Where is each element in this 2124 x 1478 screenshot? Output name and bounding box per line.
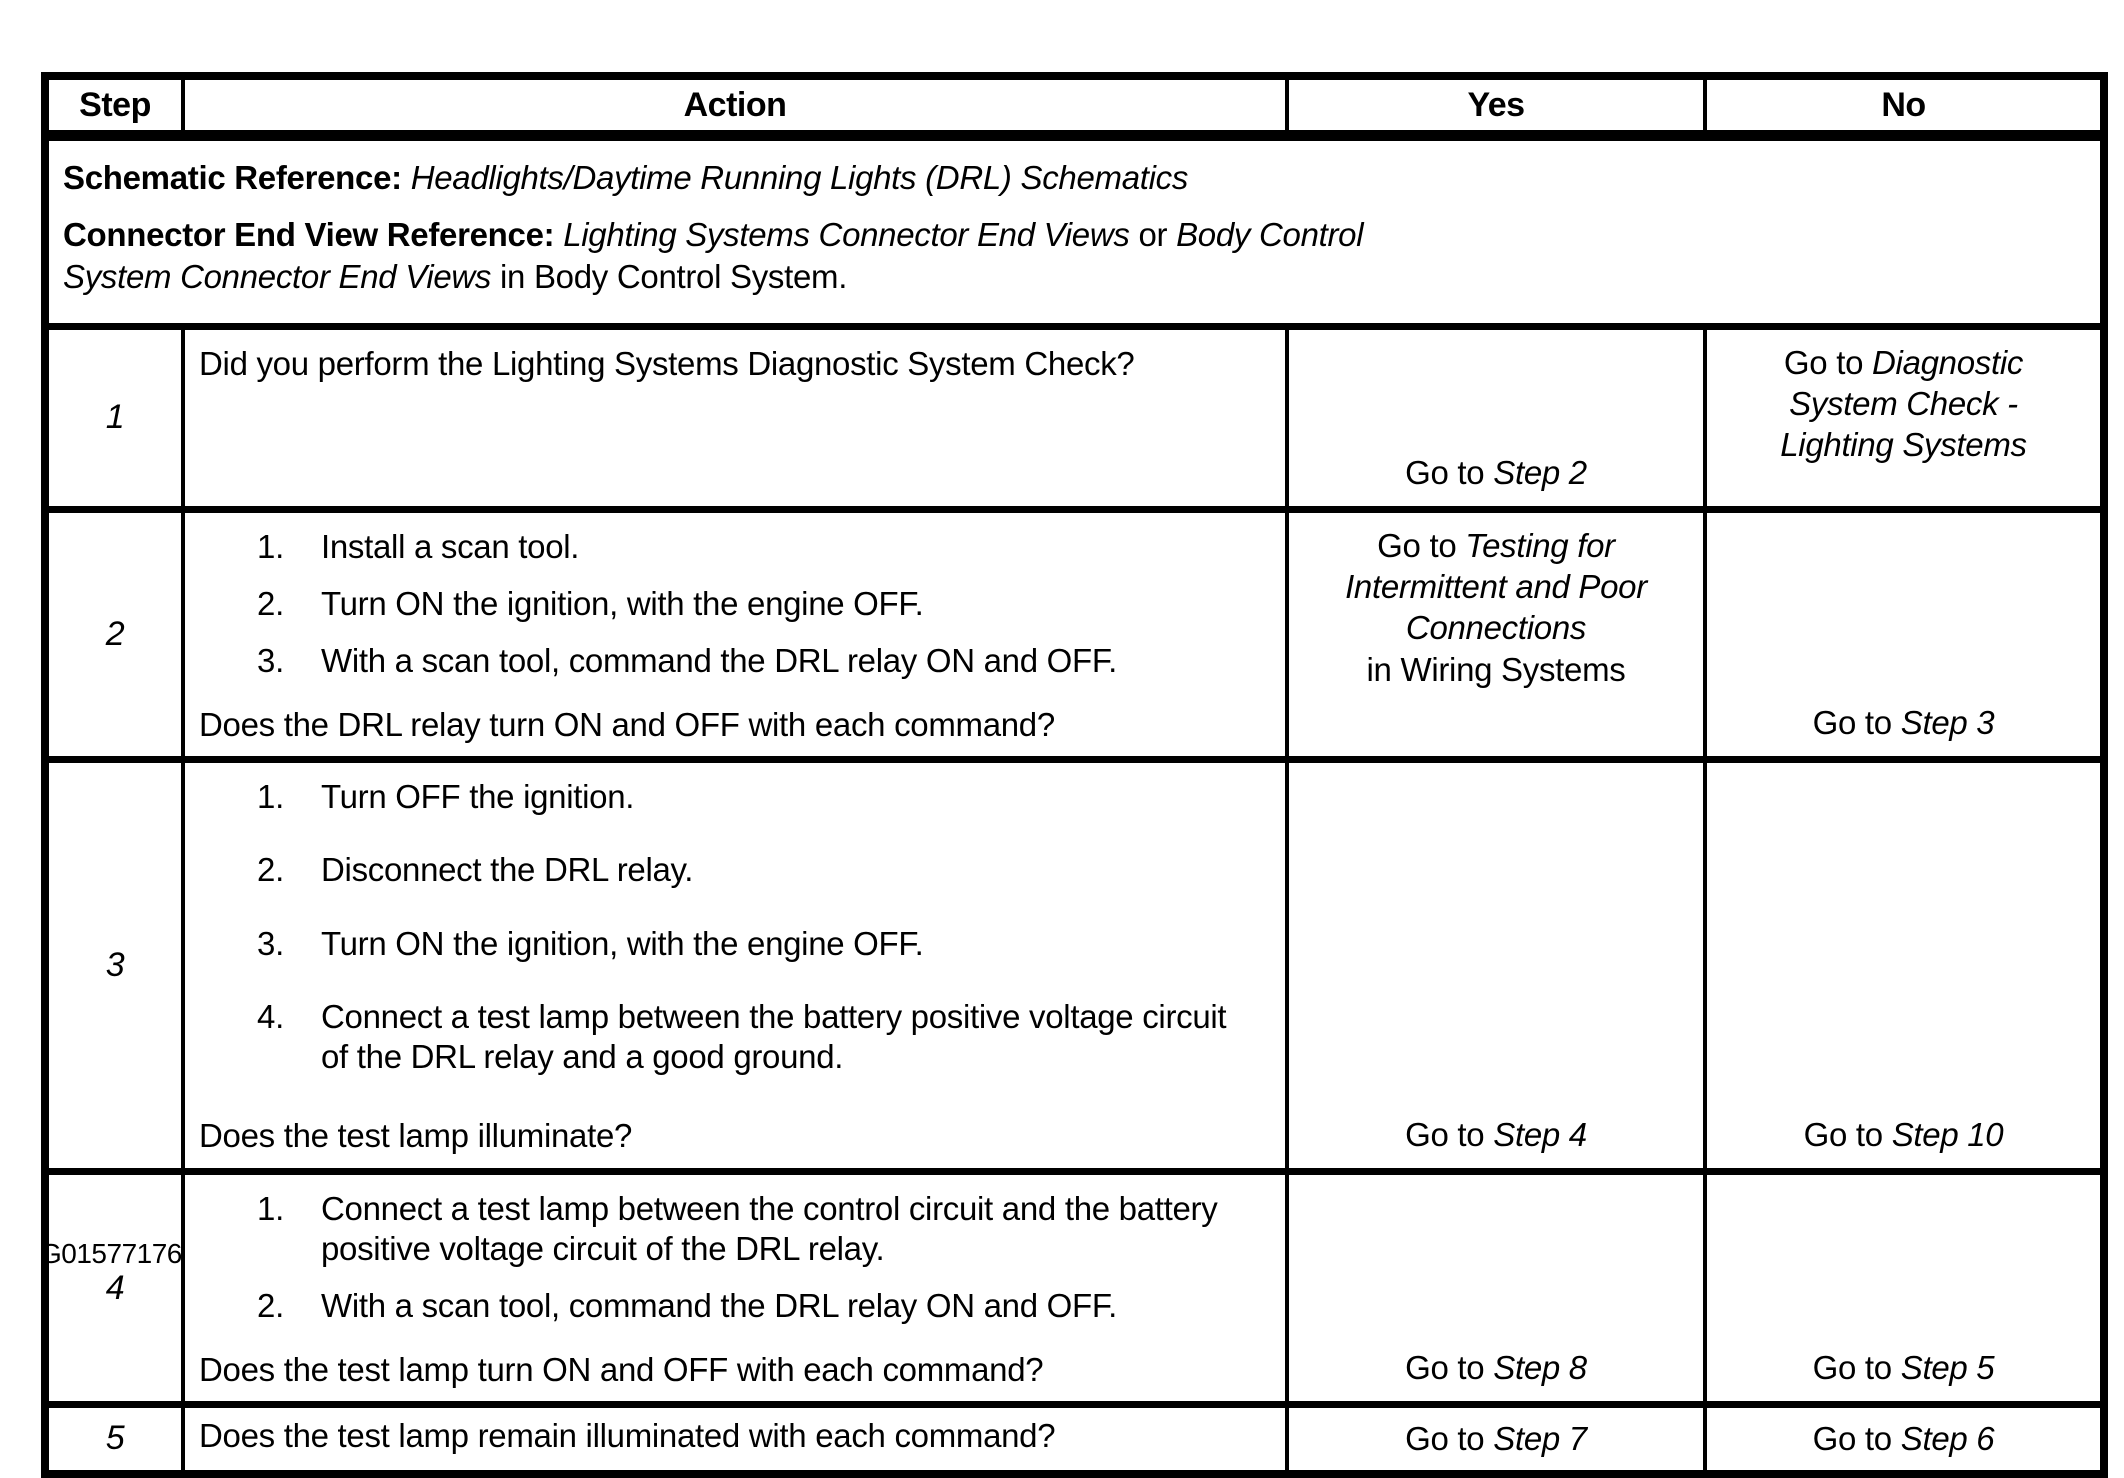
goto-reference xyxy=(1804,1114,2004,1155)
action-item: Turn ON the ignition, with the engine OFF. xyxy=(321,924,924,962)
goto-reference xyxy=(1405,452,1587,493)
goto-reference xyxy=(1405,1418,1587,1459)
action-cell xyxy=(185,1175,1285,1401)
goto-prefix: Go to xyxy=(1812,703,1901,741)
action-list xyxy=(257,777,1285,1110)
table-row xyxy=(45,760,2104,1172)
no-cell xyxy=(1707,763,2100,1168)
connector-reference-label: Connector End View Reference: xyxy=(63,216,555,254)
header-yes: Yes xyxy=(1287,76,1705,136)
action-item: Install a scan tool. xyxy=(321,527,580,565)
action-cell xyxy=(185,1408,1285,1469)
goto-target: Step 10 xyxy=(1891,1115,2004,1153)
goto-suffix: in Wiring Systems xyxy=(1366,650,1626,688)
step-number: 5 xyxy=(105,1419,125,1458)
action-item: Connect a test lamp between the battery positive voltage circuit of the DRL relay and a good ground. xyxy=(321,997,1227,1076)
goto-target: Step 8 xyxy=(1493,1349,1587,1387)
goto-prefix: Go to xyxy=(1803,1115,1892,1153)
reference-cell xyxy=(49,141,2100,323)
yes-cell xyxy=(1289,513,1703,756)
action-question: Does the DRL relay turn ON and OFF with each command? xyxy=(199,705,1055,743)
goto-reference xyxy=(1405,1347,1587,1388)
yes-cell xyxy=(1289,1175,1703,1401)
no-cell xyxy=(1707,330,2100,506)
action-item: Disconnect the DRL relay. xyxy=(321,851,694,889)
connector-end-view-reference xyxy=(63,214,1408,297)
goto-prefix: Go to xyxy=(1405,1349,1494,1387)
action-cell xyxy=(185,763,1285,1168)
goto-target: Step 2 xyxy=(1493,453,1587,491)
connector-suffix-text: in Body Control System. xyxy=(500,257,848,295)
action-item: With a scan tool, command the DRL relay ON and OFF. xyxy=(321,642,1117,680)
goto-prefix: Go to xyxy=(1812,1420,1901,1458)
step-number: 3 xyxy=(105,946,125,985)
goto-target: Diagnostic System Check - Lighting Systems xyxy=(1780,343,2027,464)
header-step: Step xyxy=(45,76,183,136)
connector-reference-2: Body Control System Connector End Views xyxy=(63,216,1364,295)
action-list xyxy=(257,1189,1285,1344)
action-item: With a scan tool, command the DRL relay ON and OFF. xyxy=(321,1287,1117,1325)
action-question: Does the test lamp illuminate? xyxy=(199,1117,633,1155)
goto-reference xyxy=(1813,702,1995,743)
goto-prefix: Go to xyxy=(1405,1420,1494,1458)
action-item: Turn ON the ignition, with the engine OFF. xyxy=(321,585,924,622)
yes-cell xyxy=(1289,1408,1703,1469)
goto-prefix: Go to xyxy=(1812,1349,1901,1387)
action-question: Did you perform the Lighting Systems Diagnostic System Check? xyxy=(199,344,1135,382)
yes-cell xyxy=(1289,763,1703,1168)
no-cell xyxy=(1707,1175,2100,1401)
step-number: 1 xyxy=(105,398,125,437)
schematic-reference-value: Headlights/Daytime Running Lights (DRL) Schematics xyxy=(410,159,1189,196)
step-number: 2 xyxy=(105,614,125,653)
table-row xyxy=(45,1171,2104,1404)
goto-reference xyxy=(1751,342,2056,466)
goto-prefix: Go to xyxy=(1405,453,1494,491)
header-no: No xyxy=(1705,76,2104,136)
table-header-row xyxy=(45,76,2104,136)
goto-prefix: Go to xyxy=(1405,1115,1494,1153)
goto-reference xyxy=(1405,1114,1587,1155)
goto-target: Step 6 xyxy=(1900,1420,1995,1458)
action-question: Does the test lamp turn ON and OFF with each command? xyxy=(199,1350,1044,1388)
reference-row xyxy=(45,136,2104,327)
no-cell xyxy=(1707,1408,2100,1469)
action-item: Turn OFF the ignition. xyxy=(321,778,635,816)
no-cell xyxy=(1707,513,2100,756)
goto-reference xyxy=(1336,525,1656,690)
goto-target: Testing for Intermittent and Poor Connections xyxy=(1345,526,1647,647)
header-action: Action xyxy=(183,76,1287,136)
connector-reference-1: Lighting Systems Connector End Views xyxy=(563,216,1130,254)
goto-prefix: Go to xyxy=(1783,343,1872,381)
action-list xyxy=(257,527,1285,699)
connector-or-text: or xyxy=(1138,216,1177,254)
table-row xyxy=(45,326,2104,509)
step-number: 4 xyxy=(105,1268,125,1307)
action-cell xyxy=(185,513,1285,756)
goto-target: Step 4 xyxy=(1493,1115,1587,1153)
schematic-reference-label: Schematic Reference: xyxy=(63,159,402,196)
action-cell xyxy=(185,330,1285,506)
yes-cell xyxy=(1289,330,1703,506)
action-question: Does the test lamp remain illuminated with each command? xyxy=(199,1417,1056,1455)
action-item: Connect a test lamp between the control circuit and the battery positive voltage circuit of the DRL relay. xyxy=(321,1189,1218,1268)
goto-prefix: Go to xyxy=(1377,526,1466,564)
schematic-reference xyxy=(63,157,2086,198)
goto-target: Step 7 xyxy=(1493,1420,1587,1458)
table-row xyxy=(45,1405,2104,1474)
goto-reference xyxy=(1813,1418,1995,1459)
goto-target: Step 5 xyxy=(1900,1349,1995,1387)
diagnostic-table xyxy=(41,72,2108,1478)
table-row xyxy=(45,509,2104,759)
goto-reference xyxy=(1813,1347,1995,1388)
goto-target: Step 3 xyxy=(1900,703,1995,741)
figure-id: G01577176 xyxy=(40,1238,182,1269)
